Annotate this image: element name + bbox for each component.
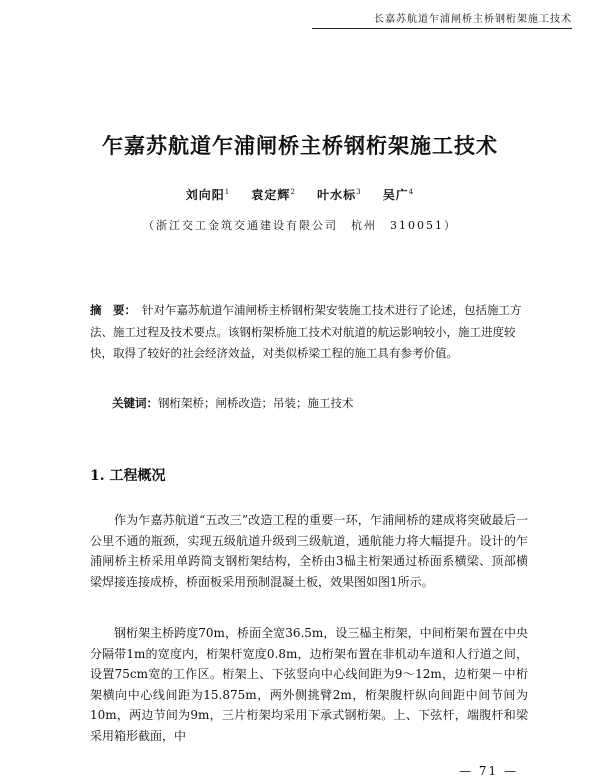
author: 刘向阳$^1$ xyxy=(185,188,231,202)
body-paragraph: 钢桁架主桥跨度70m，桥面全宽36.5m，设三榀主桁架，中间桁架布置在中央分隔带1m的宽度内，桁架杆宽度0.8m，边桁架布置在非机动车道和人行道之间，设置75cm宽的工作区。桁架上、下弦竖向中心线间距为9～12m，边桁架－中桁架横向中心线间距为15.875m，两外侧挑臂2m，桁架腹杆纵向间距中间节间为10m，两边节间为9m，三片桁架均采用下承式钢桁架。上、下弦杆，端腹杆和梁采用箱形截面，中 xyxy=(90,626,528,743)
affiliation: （浙江交工金筑交通建设有限公司 杭州 310051） xyxy=(143,219,457,232)
abstract-label: 摘 要： xyxy=(90,303,136,317)
keywords xyxy=(112,393,522,414)
running-header: 长嘉苏航道乍浦闸桥主桥钢桁架施工技术 xyxy=(312,10,572,29)
abstract xyxy=(90,300,522,365)
author: 叶水标$^3$ xyxy=(317,188,362,202)
keywords-text: 钢桁架桥；闸桥改造；吊装；施工技术 xyxy=(158,396,354,410)
author-list xyxy=(0,186,600,203)
paper-title: 乍嘉苏航道乍浦闸桥主桥钢桁架施工技术 xyxy=(102,133,498,158)
section-heading: 1. 工程概况 xyxy=(90,468,166,484)
author: 吴广$^4$ xyxy=(382,188,415,202)
abstract-text: 针对乍嘉苏航道乍浦闸桥主桥钢桁架安装施工技术进行了论述，包括施工方法、施工过程及技术要点。该钢桁架桥施工技术对航道的航运影响较小，施工进度较快，取得了较好的社会经济效益，对类似桥梁工程的施工具有参考价值。 xyxy=(90,303,522,360)
page-number: — 71 — xyxy=(459,764,518,778)
author: 袁定辉$^2$ xyxy=(251,188,296,202)
body-paragraph: 作为乍嘉苏航道“五改三”改造工程的重要一环，乍浦闸桥的建成将突破最后一公里不通的瓶颈，实现五级航道升级到三级航道，通航能力将大幅提升。设计的乍浦闸桥主桥采用单跨简支钢桁架结构，全桥由3榀主桁架通过桥面系横梁、顶部横梁焊接连接成桥，桥面板采用预制混凝土板，效果图如图1所示。 xyxy=(90,513,528,589)
keywords-label: 关键词： xyxy=(112,396,158,410)
